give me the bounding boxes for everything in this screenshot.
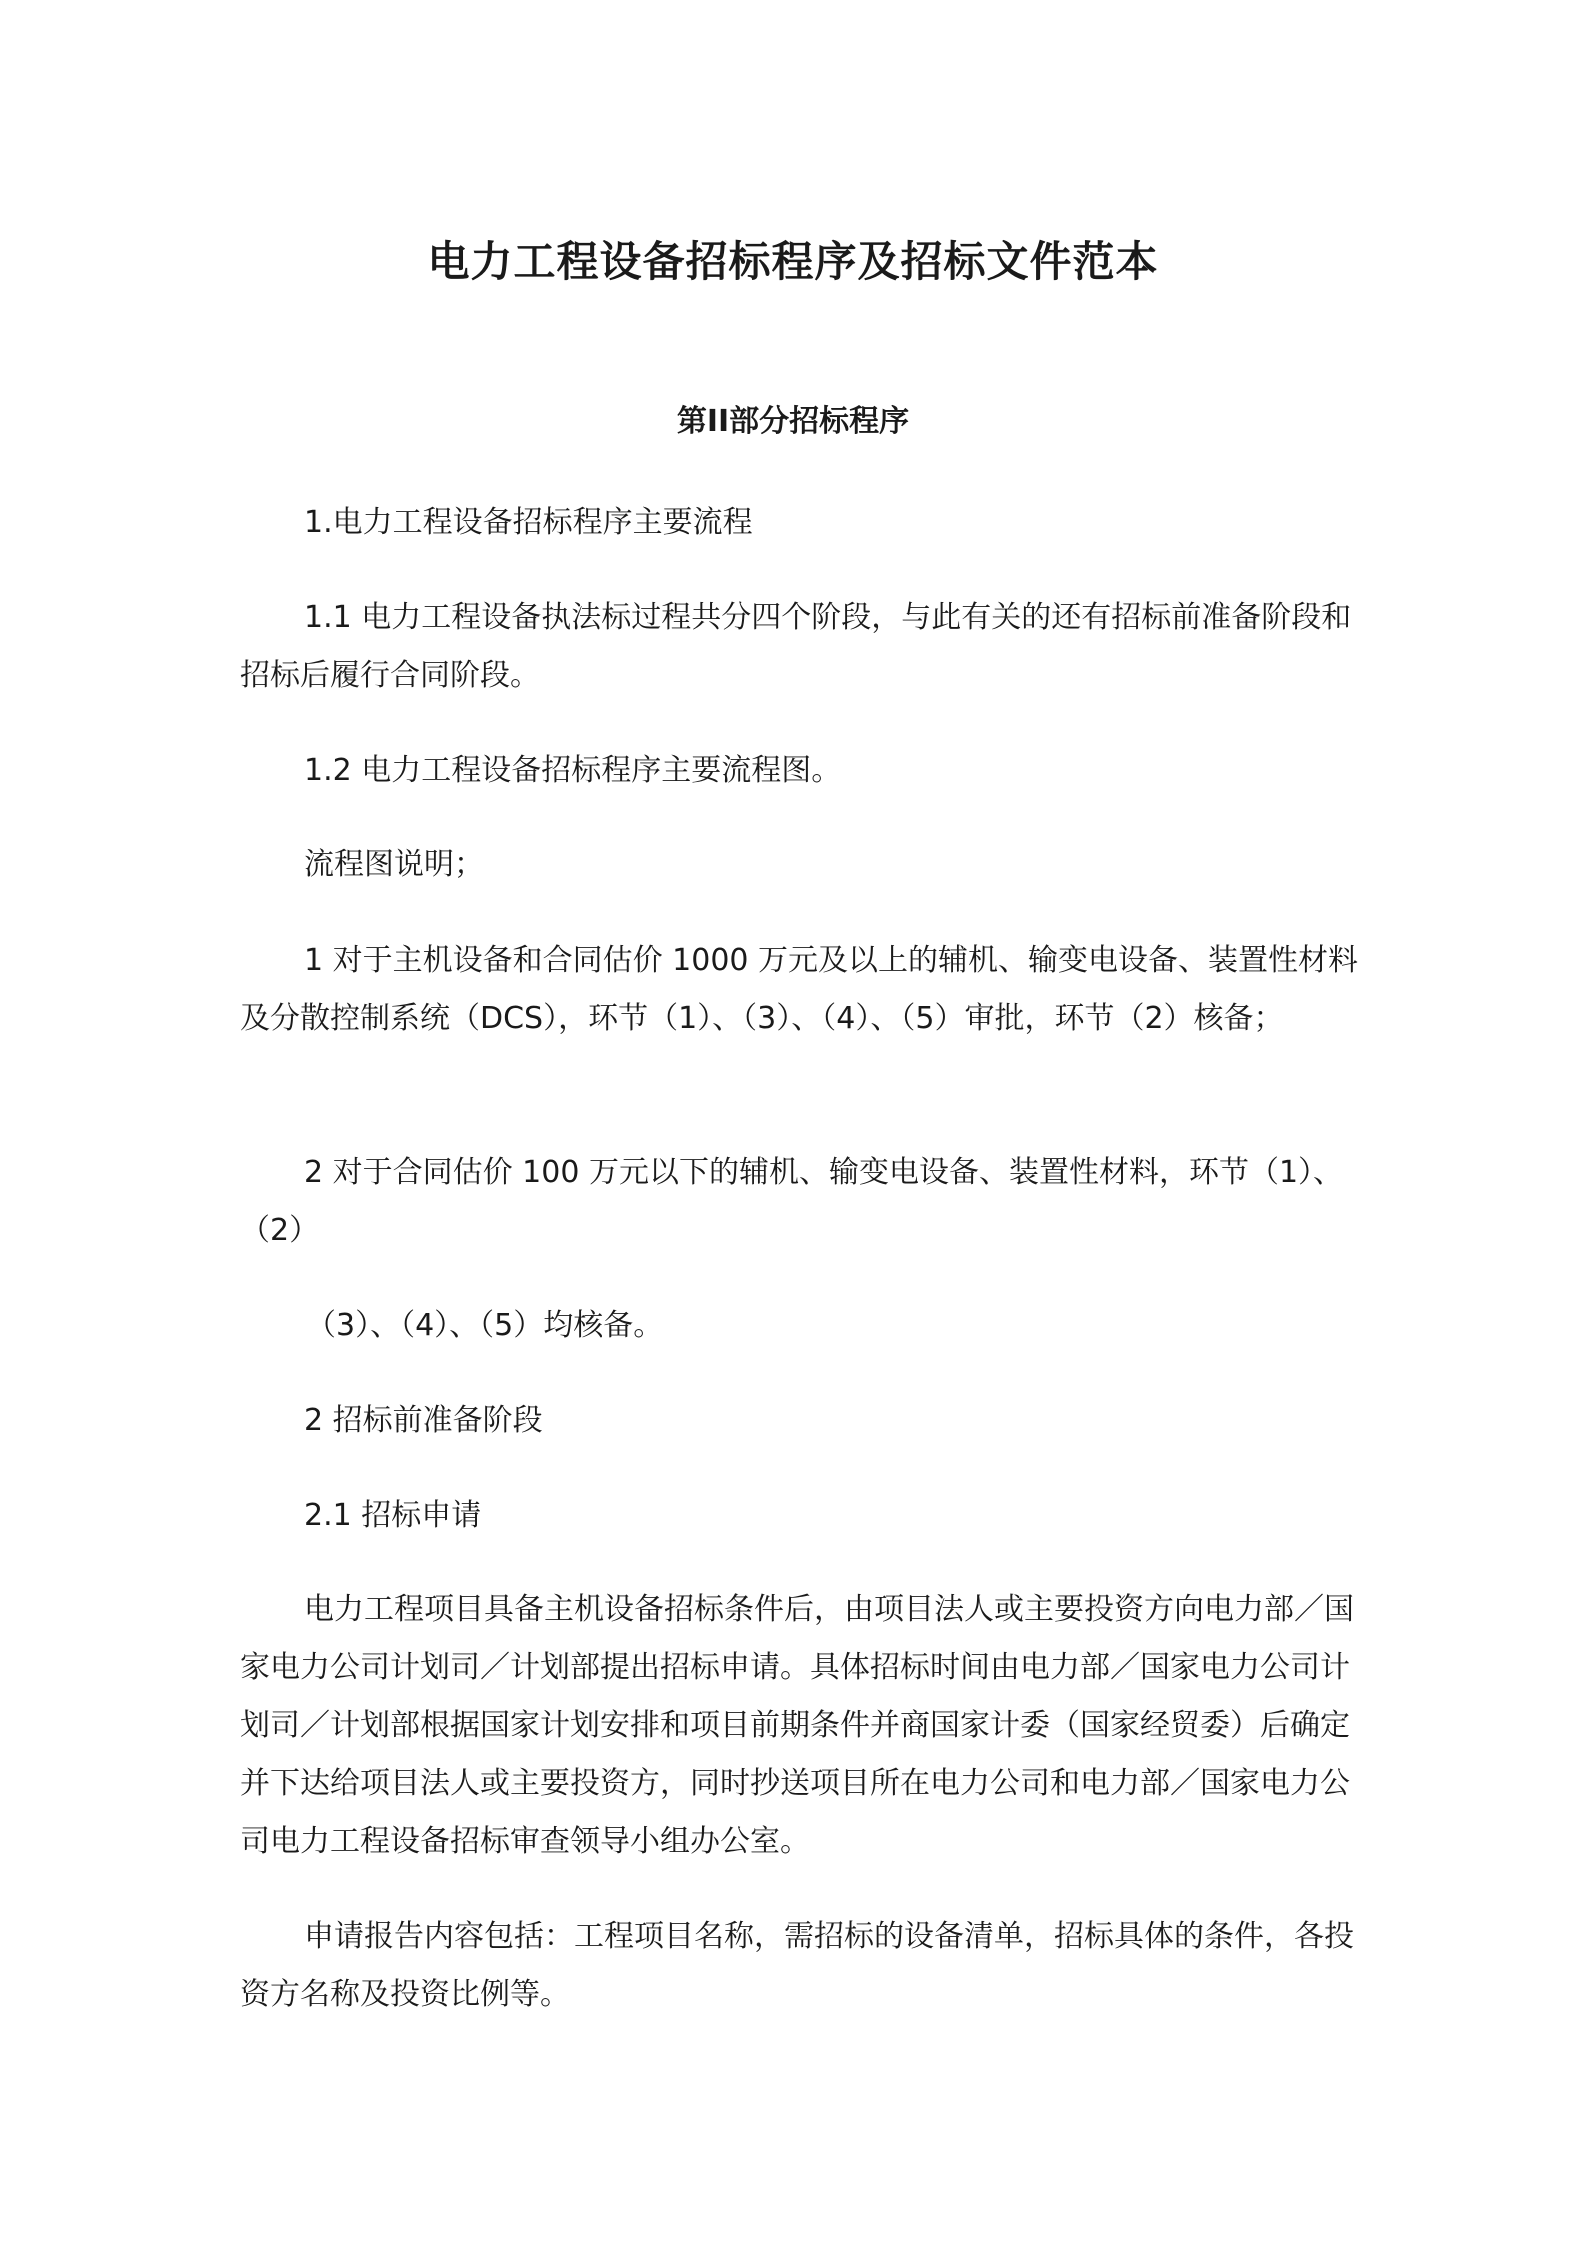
paragraph-1-1: 1.1 电力工程设备执法标过程共分四个阶段，与此有关的还有招标前准备阶段和招标后履行合同阶段。: [240, 600, 1352, 693]
paragraph-application-contents: 申请报告内容包括：工程项目名称，需招标的设备清单，招标具体的条件，各投资方名称及投资比例等。: [240, 1919, 1354, 2012]
section-heading-2: 2 招标前准备阶段: [304, 1403, 543, 1438]
part-heading: 第II部分招标程序: [676, 404, 910, 439]
flowchart-note-heading: 流程图说明；: [304, 847, 484, 882]
document-title: 电力工程设备招标程序及招标文件范本: [427, 237, 1159, 286]
section-heading-2-1: 2.1 招标申请: [304, 1498, 482, 1533]
flowchart-note-1: 1 对于主机设备和合同估价 1000 万元及以上的辅机、输变电设备、装置性材料及分散控制系统（DCS），环节（1）、（3）、（4）、（5）审批，环节（2）核备；: [240, 943, 1359, 1036]
flowchart-note-2: 2 对于合同估价 100 万元以下的辅机、输变电设备、装置性材料，环节（1）、（2）: [240, 1155, 1344, 1248]
flowchart-note-2-cont: （3）、（4）、（5）均核备。: [306, 1308, 664, 1343]
paragraph-1-2: 1.2 电力工程设备招标程序主要流程图。: [304, 753, 842, 788]
paragraph-2-1-body: 电力工程项目具备主机设备招标条件后，由项目法人或主要投资方向电力部／国家电力公司计划司／计划部提出招标申请。具体招标时间由电力部／国家电力公司计划司／计划部根据国家计划安排和项目前期条件并商国家计委（国家经贸委）后确定并下达给项目法人或主要投资方，同时抄送项目所在电力公司和电力部／国家电力公司电力工程设备招标审查领导小组办公室。: [240, 1592, 1354, 1859]
section-heading-1: 1.电力工程设备招标程序主要流程: [304, 505, 753, 540]
